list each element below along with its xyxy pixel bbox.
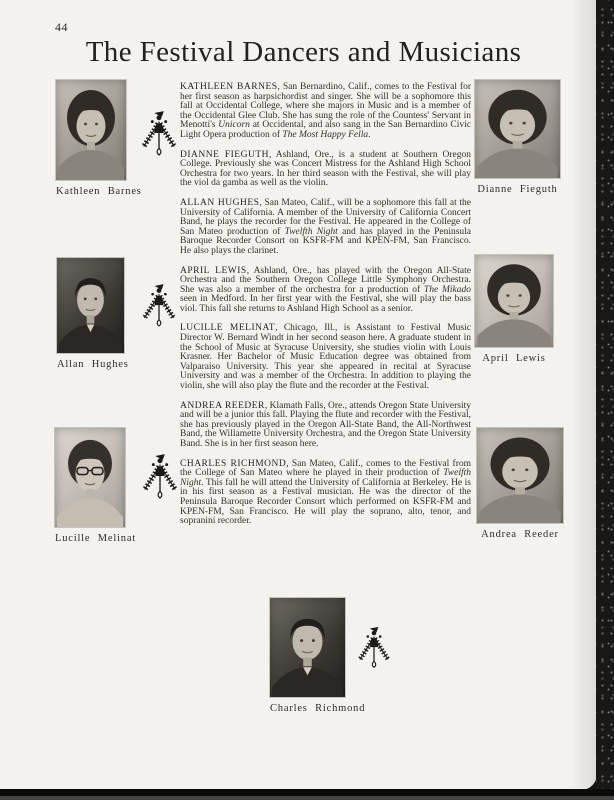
photo-caption: Dianne Fieguth <box>477 184 558 195</box>
page-number: 44 <box>55 20 68 34</box>
bio-person-name: CHARLES RICHMOND <box>180 458 287 469</box>
bio-text-run: , San Bernardino, Calif., comes to the Festival for her first season as harpsichordist and singer. She will be a sophomore this fall at Occidental College, where she majors in Music and is a member of the Occidental Glee Club. She has sung the role of the Countess' Servant in Menotti's <box>180 82 471 131</box>
bio-text-run: , Ashland, Ore., has played with the Oregon All-State Orchestra and the Southern Oregon College Little Symphony Orchestra. She was also a member of the orchestra for a production of <box>180 265 471 295</box>
portrait-photo <box>477 428 563 523</box>
bio-text-run: and has played in the Peninsula Baroque Recorder Consort on KSFR-FM and KPEN-FM, San Francisco. He also plays the clarinet. <box>180 226 472 256</box>
portrait-allan-hughes <box>57 258 129 370</box>
page-bottom-edge-gray <box>0 796 614 800</box>
bio-text-run: , San Mateo, Calif., comes to the Festival from the College of San Mateo where he played in their production of <box>180 458 471 479</box>
portrait-photo <box>55 428 125 527</box>
bio-person-name: ALLAN HUGHES <box>180 197 260 208</box>
bio-person-name: DIANNE FIEGUTH <box>180 149 269 160</box>
bio-paragraph <box>180 324 471 391</box>
photo-caption: Charles Richmond <box>270 703 366 714</box>
work-title-italic: The Mikado <box>423 284 471 295</box>
bio-person-name: APRIL LEWIS <box>180 265 247 276</box>
bio-text-column <box>180 83 471 537</box>
page-bottom-edge-black <box>0 789 614 796</box>
portrait-silhouette <box>56 80 126 180</box>
bio-text-run: , Ashland, Ore., is a student at Southern Oregon College. Previously she was Concert Mistress for the Ashland High School Orchestra for two years. In her third season with the Festival, she will play the viol da gamba as well as the violin. <box>180 149 471 189</box>
bio-text-run: , San Mateo, Calif., will be a sophomore this fall at the University of California. A member of the University of California Concert Band, he plays the recorder for the Festival. He appeared in the College of San Mateo production of <box>180 197 471 237</box>
bio-text-run: at Occidental, and also sang in the San Bernardino Civic Light Opera production of <box>180 120 471 140</box>
page-title: The Festival Dancers and Musicians <box>85 36 522 68</box>
dancer-fleuron-icon <box>139 453 181 501</box>
portrait-photo <box>475 255 553 347</box>
bio-person-name: LUCILLE MELINAT <box>180 323 276 334</box>
book-cover-edge-right <box>596 0 614 800</box>
work-title-italic: Twelfth Night <box>180 468 471 488</box>
portrait-silhouette <box>55 428 125 527</box>
work-title-italic: Twelfth Night <box>284 226 338 237</box>
portrait-charles-richmond <box>270 598 366 714</box>
portrait-photo <box>270 598 345 697</box>
portrait-photo <box>57 258 124 353</box>
bio-paragraph <box>180 83 471 141</box>
photo-caption: Andrea Reeder <box>481 529 559 540</box>
portrait-dianne-fieguth <box>475 80 560 195</box>
portrait-april-lewis <box>475 255 553 364</box>
work-title-italic: Unicorn <box>218 120 250 131</box>
dancer-fleuron-icon <box>139 283 179 329</box>
portrait-silhouette <box>477 428 563 523</box>
portrait-photo <box>475 80 560 178</box>
dancer-fleuron-icon <box>138 110 180 158</box>
bio-text-run: . <box>368 129 371 140</box>
bio-paragraph <box>180 402 471 450</box>
photo-caption: Lucille Melinat <box>55 533 137 544</box>
bio-text-run: , Chicago, Ill., is Assistant to Festival Music Director W. Bernard Windt in her second season here. A graduate student in the School of Music at Syracuse University, she studies violin with Louis Krasner. Her Bachelor of Music Education degree was obtained from Valparaiso University. This year she appeared in recital at Syracuse University and was a member of the Orchestra. In addition to playing the violin, she will also play the flute and the recorder at the Festival. <box>180 323 471 392</box>
photo-caption: Allan Hughes <box>57 359 129 370</box>
portrait-silhouette <box>475 80 560 178</box>
portrait-photo <box>56 80 126 180</box>
work-title-italic: The Most Happy Fella <box>282 129 369 140</box>
bio-paragraph <box>180 199 471 257</box>
portrait-andrea-reeder <box>477 428 563 540</box>
bio-person-name: KATHLEEN BARNES <box>180 82 278 92</box>
portrait-kathleen-barnes <box>56 80 142 197</box>
portrait-silhouette <box>57 258 124 353</box>
bio-text-run: seen in Medford. In her first year with the Festival, she will play the bass viol. This fall she returns to Ashland High School as a senior. <box>180 294 471 314</box>
bio-paragraph <box>180 460 471 527</box>
bio-person-name: ANDREA REEDER <box>180 400 265 411</box>
bio-text-run: . This fall he will attend the University of California at Berkeley. He is in his first season as a Festival musician. He was the director of the Peninsula Baroque Recorder Consort which performed on KSFR-FM and KPEN-FM, San Francisco. He will play the soprano, alto, tenor, and sopranini recorder. <box>180 477 471 527</box>
bio-paragraph <box>180 151 471 189</box>
photo-caption: Kathleen Barnes <box>56 186 142 197</box>
portrait-silhouette <box>475 255 553 347</box>
portrait-silhouette <box>270 598 345 697</box>
bio-text-run: , Klamath Falls, Ore., attends Oregon State University and will be a junior this fall. Playing the flute and recorder with the Festival, she has previously played in the Oregon All-State Band, the All-Northwest Band, the Willamette University Orchestra, and the Oregon State University Band. She is in her first season here. <box>180 400 471 449</box>
photo-caption: April Lewis <box>482 353 546 364</box>
portrait-lucille-melinat <box>55 428 137 544</box>
bio-paragraph <box>180 267 471 315</box>
dancer-fleuron-icon <box>353 626 395 670</box>
